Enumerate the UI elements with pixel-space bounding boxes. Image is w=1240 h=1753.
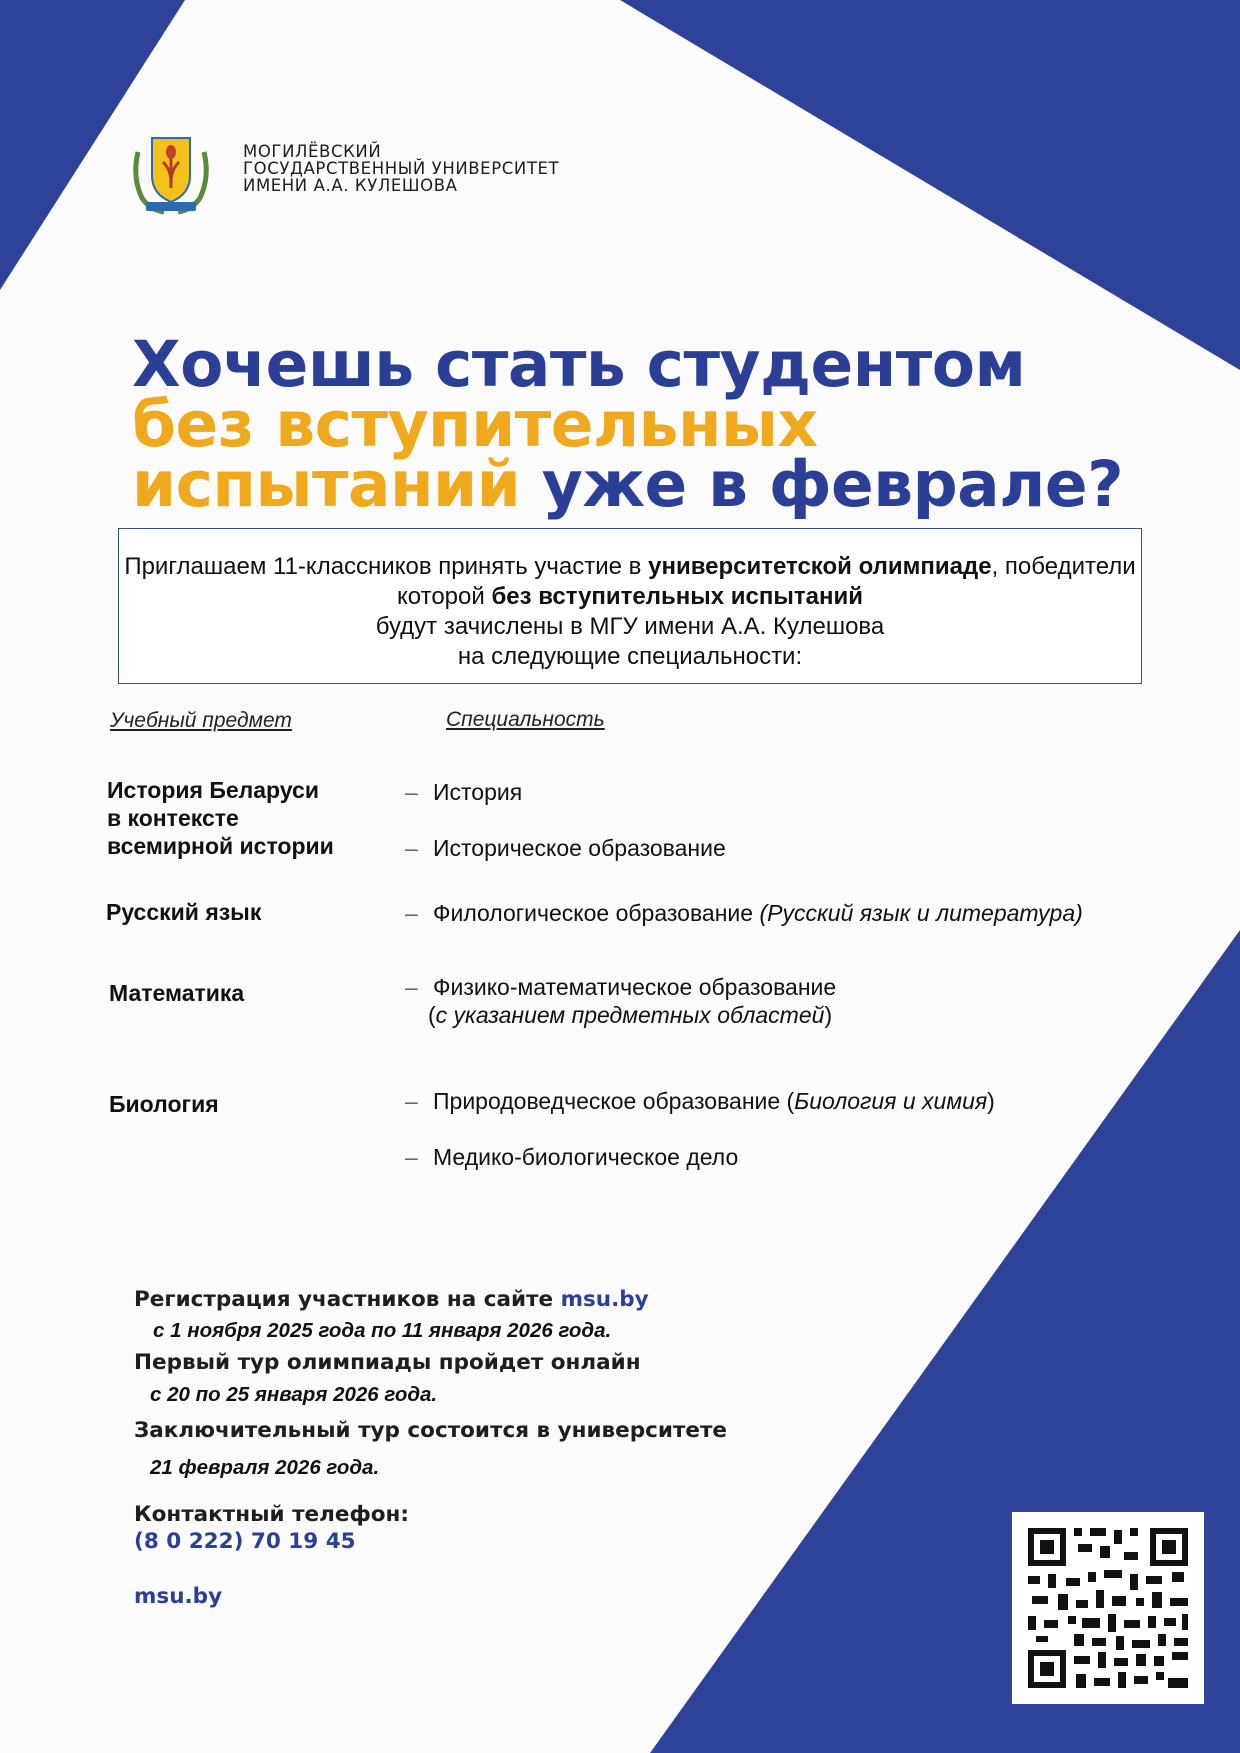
list-dash: –	[405, 1088, 418, 1114]
headline	[132, 328, 1124, 521]
list-dash: –	[405, 1144, 418, 1170]
specialty-natural-science-label: Природоведческое образование (	[433, 1088, 795, 1114]
invitation-bold-2: без вступительных испытаний	[491, 583, 863, 610]
registration-text: Регистрация участников на сайте	[134, 1287, 561, 1312]
specialty-physics-math-label: Физико-математическое образование	[433, 974, 837, 1000]
invitation-line-4: на следующие специальности:	[457, 643, 803, 670]
column-header-subject: Учебный предмет	[110, 709, 292, 732]
headline-line-3	[132, 448, 1124, 521]
specialty-philology-label: Филологическое образование	[433, 900, 760, 926]
headline-line-3-gold: испытаний	[132, 448, 521, 521]
specialty-natural-science-note: Биология и химия	[794, 1088, 988, 1114]
list-dash: –	[405, 900, 418, 926]
list-dash: –	[405, 779, 418, 805]
invitation-text-2: , победители которой	[397, 553, 1136, 610]
specialty-historical-education-label: Историческое образование	[433, 835, 726, 861]
invitation-line-1	[119, 552, 1141, 612]
university-name-line-1: МОГИЛЁВСКИЙ	[243, 142, 382, 161]
final-tour-label: Заключительный тур состоится в университете	[134, 1418, 727, 1443]
invitation-line-3: будут зачислены в МГУ имени А.А. Кулешова	[375, 613, 885, 640]
subject-history-line-1: История Беларуси	[107, 777, 319, 803]
note-open: (	[428, 1002, 436, 1028]
first-tour-dates: с 20 по 25 января 2026 года.	[150, 1383, 438, 1406]
invitation-bold-1: университетской олимпиаде	[648, 553, 992, 580]
registration-dates: с 1 ноября 2025 года по 11 января 2026 года.	[153, 1319, 612, 1342]
specialty-philology	[405, 899, 1083, 927]
specialty-physics-math-note	[428, 1001, 832, 1029]
university-name	[243, 143, 559, 194]
list-dash: –	[405, 974, 418, 1000]
contact-phone[interactable]: (8 0 222) 70 19 45	[134, 1529, 356, 1554]
subject-biology: Биология	[109, 1091, 219, 1117]
specialty-history	[405, 778, 522, 806]
registration-label	[134, 1287, 649, 1312]
final-tour-date: 21 февраля 2026 года.	[150, 1456, 380, 1479]
subject-history	[107, 776, 334, 860]
first-tour-label: Первый тур олимпиады пройдет онлайн	[134, 1350, 641, 1375]
university-coat-of-arms-icon	[128, 132, 214, 218]
column-header-specialty: Специальность	[446, 708, 605, 731]
headline-line-2: без вступительных	[132, 388, 818, 461]
headline-line-1: Хочешь стать студентом	[132, 328, 1026, 401]
registration-site-link[interactable]: msu.by	[560, 1287, 649, 1312]
subject-russian: Русский язык	[106, 899, 262, 925]
university-name-line-2: ГОСУДАРСТВЕННЫЙ УНИВЕРСИТЕТ	[243, 159, 560, 178]
website-link[interactable]: msu.by	[134, 1584, 223, 1609]
specialty-historical-education	[405, 834, 726, 862]
specialty-history-label: История	[433, 779, 523, 805]
note-close: )	[824, 1002, 833, 1028]
university-name-line-3: ИМЕНИ А.А. КУЛЕШОВА	[243, 176, 458, 195]
specialty-philology-note: (Русский язык и литература)	[759, 900, 1083, 926]
specialty-physics-math	[405, 973, 836, 1001]
list-dash: –	[405, 835, 418, 861]
note-text: с указанием предметных областей	[435, 1002, 825, 1028]
specialty-natural-science	[405, 1087, 995, 1115]
invitation-text-1: Приглашаем 11-классников принять участие в	[124, 553, 649, 580]
subject-math: Математика	[109, 980, 245, 1006]
qr-code-icon[interactable]	[1012, 1512, 1204, 1704]
subject-history-line-3: всемирной истории	[107, 833, 334, 859]
specialty-medical-biology-label: Медико-биологическое дело	[433, 1144, 739, 1170]
invitation-box	[118, 528, 1142, 684]
subject-history-line-2: в контексте	[107, 805, 239, 831]
headline-line-3-blue: уже в феврале?	[541, 448, 1124, 521]
specialty-medical-biology	[405, 1143, 738, 1171]
note-close: )	[987, 1088, 995, 1114]
contact-label: Контактный телефон:	[134, 1502, 409, 1527]
